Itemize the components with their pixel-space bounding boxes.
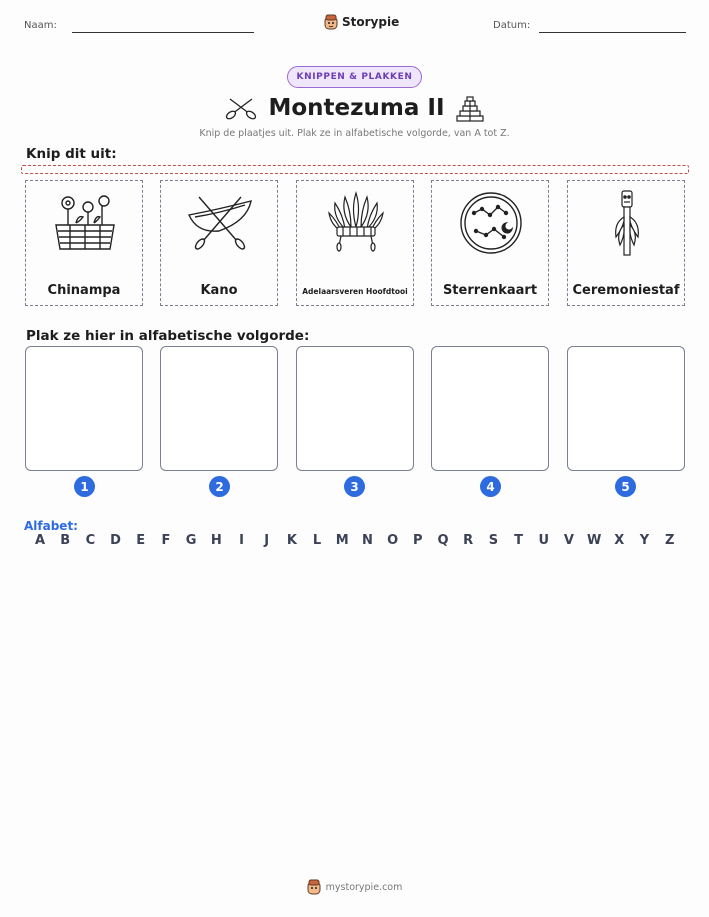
slot-number-1: 1 [74, 476, 95, 497]
card-label: Adelaarsveren Hoofdtooi [302, 287, 408, 296]
alphabet-letter: H [210, 533, 222, 548]
cut-card-ceremoniestaf[interactable] [567, 180, 685, 306]
alphabet-letter: Y [639, 533, 650, 548]
cut-card-kano[interactable] [160, 180, 278, 306]
ceremonial-staff-icon [592, 187, 662, 257]
alphabet-letter: T [514, 533, 523, 548]
flower-basket-icon [50, 187, 120, 257]
alphabet-letter: O [387, 533, 399, 548]
alphabet-letter: Q [437, 533, 449, 548]
date-label: Datum: [493, 20, 531, 31]
brand-logo [324, 14, 399, 30]
alphabet-letter: K [286, 533, 297, 548]
alphabet-letter: G [185, 533, 197, 548]
alphabet-letter: F [161, 533, 171, 548]
pyramid-icon [455, 94, 485, 122]
alphabet-letter: C [85, 533, 96, 548]
cut-section-label: Knip dit uit: [26, 146, 117, 162]
feather-headdress-icon [321, 187, 391, 257]
paste-box-5[interactable] [567, 346, 685, 471]
date-line[interactable] [539, 32, 686, 33]
alphabet-letter: B [60, 533, 71, 548]
crossed-paddles-icon [224, 95, 258, 121]
card-label: Chinampa [47, 283, 121, 298]
cut-card-sterrenkaart[interactable] [431, 180, 549, 306]
alphabet-letter: D [110, 533, 121, 548]
storypie-mascot-icon [307, 879, 321, 895]
paste-section-label: Plak ze hier in alfabetische volgorde: [26, 328, 310, 344]
instructions: Knip de plaatjes uit. Plak ze in alfabetische volgorde, van A tot Z. [199, 128, 510, 139]
alphabet-letter: X [614, 533, 625, 548]
alphabet-letter: Z [664, 533, 675, 548]
alphabet-letter: M [335, 533, 349, 548]
storypie-mascot-icon [324, 14, 338, 30]
paste-box-2[interactable] [160, 346, 278, 471]
alphabet-row [24, 533, 686, 551]
footer-url[interactable]: mystorypie.com [325, 881, 403, 893]
alphabet-letter: L [312, 533, 322, 548]
alphabet-letter: E [136, 533, 146, 548]
paste-box-1[interactable] [25, 346, 143, 471]
brand-name: Storypie [342, 15, 400, 29]
paste-box-3[interactable] [296, 346, 414, 471]
slot-number-5: 5 [615, 476, 636, 497]
activity-badge: KNIPPEN & PLAKKEN [287, 66, 422, 88]
title-row [0, 92, 709, 124]
alphabet-letter: A [34, 533, 46, 548]
cut-card-adelaarsveren-hoofdtooi[interactable] [296, 180, 414, 306]
worksheet-header [24, 14, 686, 38]
footer [0, 879, 709, 895]
slot-number-2: 2 [209, 476, 230, 497]
name-label: Naam: [24, 20, 57, 31]
star-map-icon [456, 187, 526, 257]
alphabet-letter: J [264, 533, 270, 548]
name-line[interactable] [72, 32, 254, 33]
alphabet-letter: U [538, 533, 550, 548]
alphabet-label: Alfabet: [24, 519, 78, 533]
cut-line [21, 165, 689, 174]
alphabet-letter: I [239, 533, 244, 548]
slot-number-4: 4 [480, 476, 501, 497]
paste-box-4[interactable] [431, 346, 549, 471]
slot-number-3: 3 [344, 476, 365, 497]
card-label: Kano [200, 283, 238, 298]
alphabet-letter: W [586, 533, 602, 548]
card-label: Ceremoniestaf [572, 283, 680, 298]
alphabet-letter: R [463, 533, 474, 548]
canoe-icon [185, 187, 255, 257]
card-label: Sterrenkaart [442, 283, 538, 298]
alphabet-letter: V [563, 533, 574, 548]
alphabet-letter: P [413, 533, 423, 548]
alphabet-letter: N [361, 533, 373, 548]
cut-card-chinampa[interactable] [25, 180, 143, 306]
alphabet-letter: S [488, 533, 499, 548]
page-title: Montezuma II [268, 95, 445, 121]
